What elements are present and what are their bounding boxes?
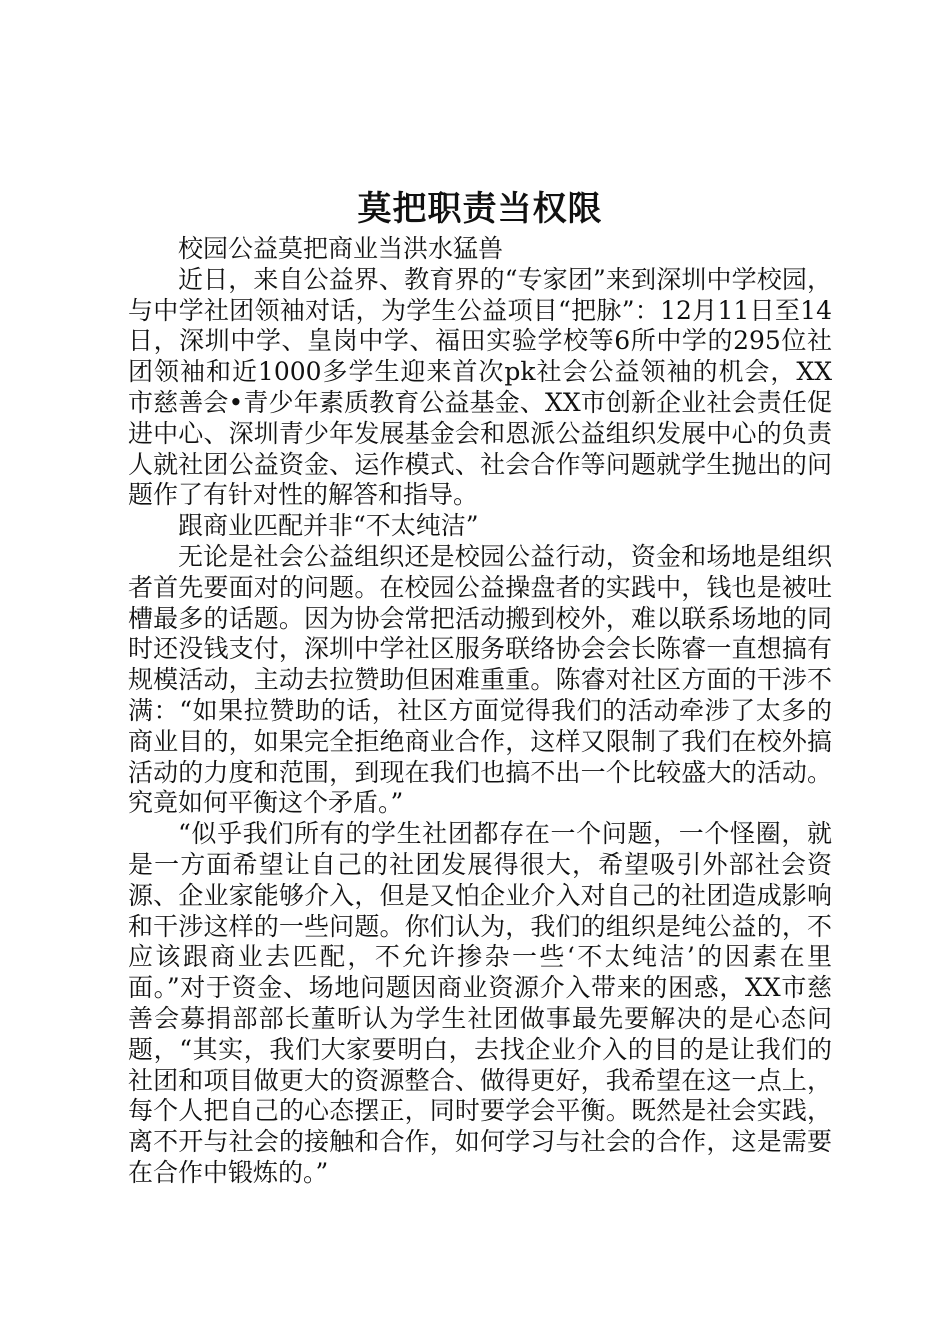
- body-paragraph: “似乎我们所有的学生社团都存在一个问题，一个怪圈，就是一方面希望让自己的社团发展得很大，希望吸引外部社会资源、企业家能够介入，但是又怕企业介入对自己的社团造成影响和干涉这样的一些问题。你们认为，我们的组织是纯公益的，不应该跟商业去匹配，不允许掺杂一些‘不太纯洁’的因素在里面。”对于资金、场地问题因商业资源介入带来的困惑，XX市慈善会募捐部部长董昕认为学生社团做事最先要解决的是心态问题，“其实，我们大家要明白，去找企业介入的目的是让我们的社团和项目做更大的资源整合、做得更好，我希望在这一点上，每个人把自己的心态摆正，同时要学会平衡。既然是社会实践，离不开与社会的接触和合作，如何学习与社会的合作，这是需要在合作中锻炼的。”: [128, 819, 832, 1187]
- body-paragraph: 近日，来自公益界、教育界的“专家团”来到深圳中学校园，与中学社团领袖对话，为学生公益项目“把脉”：12月11日至14日，深圳中学、皇岗中学、福田实验学校等6所中学的295位社团领袖和近1000多学生迎来首次pk社会公益领袖的机会，XX市慈善会•青少年素质教育公益基金、XX市创新企业社会责任促进中心、深圳青少年发展基金会和恩派公益组织发展中心的负责人就社团公益资金、运作模式、社会合作等问题就学生抛出的问题作了有针对性的解答和指导。: [128, 264, 832, 510]
- section-heading-paragraph: 跟商业匹配并非“不太纯洁”: [178, 511, 479, 541]
- subtitle-paragraph: 校园公益莫把商业当洪水猛兽: [178, 234, 504, 263]
- body-paragraph: 无论是社会公益组织还是校园公益行动，资金和场地是组织者首先要面对的问题。在校园公益操盘者的实践中，钱也是被吐槽最多的话题。因为协会常把活动搬到校外，难以联系场地的同时还没钱支付，深圳中学社区服务联络协会会长陈睿一直想搞有规模活动，主动去拉赞助但困难重重。陈睿对社区方面的干涉不满：“如果拉赞助的话，社区方面觉得我们的活动牵涉了太多的商业目的，如果完全拒绝商业合作，这样又限制了我们在校外搞活动的力度和范围，到现在我们也搞不出一个比较盛大的活动。究竟如何平衡这个矛盾。”: [128, 541, 832, 818]
- document-title: 莫把职责当权限: [357, 189, 603, 229]
- document-body: [128, 186, 832, 1189]
